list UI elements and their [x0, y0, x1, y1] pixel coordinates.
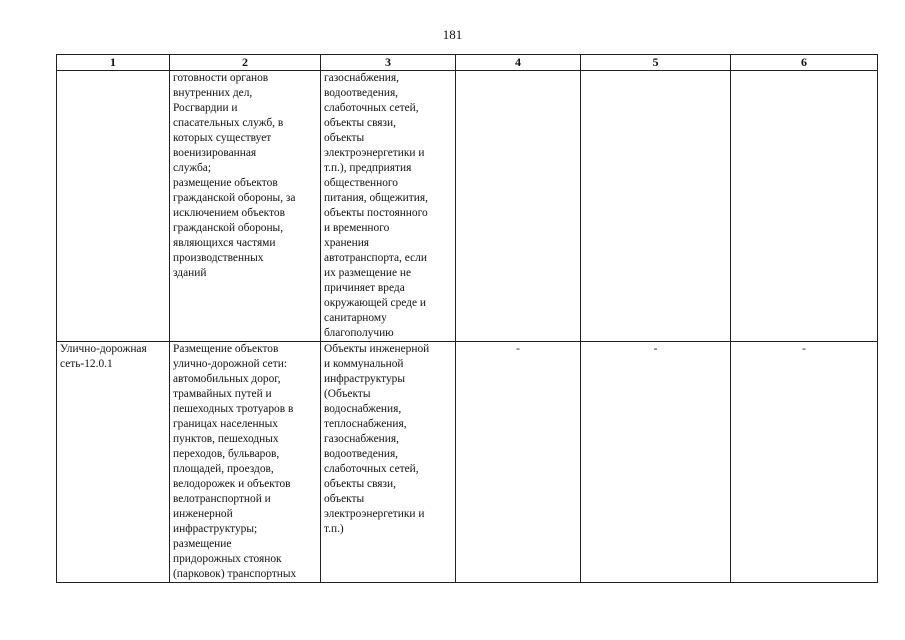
cell-text-line: хранения: [324, 237, 370, 249]
header-col-5: 5: [581, 55, 731, 71]
row1-col1-cell: [57, 71, 170, 342]
row2-col5-cell: -: [581, 342, 731, 583]
cell-text-line: пунктов, пешеходных: [173, 433, 279, 445]
cell-text-line: водоснабжения,: [324, 403, 402, 415]
cell-text-line: Размещение объектов: [173, 343, 279, 355]
table-row: [57, 71, 878, 342]
cell-text-line: которых существует: [173, 132, 272, 144]
cell-text-line: т.п.), предприятия: [324, 162, 412, 174]
cell-text-line: водоотведения,: [324, 448, 399, 460]
cell-text-line: и коммунальной: [324, 358, 404, 370]
cell-text-line: пешеходных тротуаров в: [173, 403, 294, 415]
cell-text-line: водоотведения,: [324, 87, 399, 99]
cell-text-line: производственных: [173, 252, 264, 264]
cell-text-line: переходов, бульваров,: [173, 448, 280, 460]
cell-text-line: гражданской обороны,: [173, 222, 284, 234]
cell-text-line: инфраструктуры: [324, 373, 405, 385]
cell-text-line: и временного: [324, 222, 390, 234]
header-col-6: 6: [731, 55, 878, 71]
cell-text-line: спасательных служб, в: [173, 117, 284, 129]
row2-col2-cell: [170, 342, 321, 583]
cell-text-line: автотранспорта, если: [324, 252, 427, 264]
cell-text-line: велодорожек и объектов: [173, 478, 291, 490]
cell-text-line: окружающей среде и: [324, 297, 426, 309]
cell-text-line: причиняет вреда: [324, 282, 405, 294]
header-col-2: 2: [170, 55, 321, 71]
cell-text-line: объекты: [324, 493, 365, 505]
table-row: [57, 342, 878, 583]
row1-col4-cell: [456, 71, 581, 342]
cell-text-line: велотранспортной и: [173, 493, 271, 505]
header-col-4: 4: [456, 55, 581, 71]
row1-col2-cell: [170, 71, 321, 342]
cell-text-line: санитарному: [324, 312, 387, 324]
table-header-row: [57, 55, 878, 71]
cell-text-line: площадей, проездов,: [173, 463, 274, 475]
row2-col1-cell: [57, 342, 170, 583]
cell-text-line: газоснабжения,: [324, 433, 399, 445]
cell-text-line: сеть-12.0.1: [60, 358, 113, 370]
cell-text-line: объекты связи,: [324, 478, 396, 490]
cell-text-line: объекты связи,: [324, 117, 396, 129]
cell-text-line: теплоснабжения,: [324, 418, 407, 430]
cell-text-line: размещение объектов: [173, 177, 278, 189]
row2-col3-cell: [321, 342, 456, 583]
row1-col3-cell: [321, 71, 456, 342]
cell-text-line: зданий: [173, 267, 207, 279]
cell-text-line: питания, общежития,: [324, 192, 428, 204]
cell-text-line: Росгвардии и: [173, 102, 238, 114]
cell-text-line: служба;: [173, 162, 212, 174]
row1-col5-cell: [581, 71, 731, 342]
cell-text-line: границах населенных: [173, 418, 278, 430]
cell-text-line: военизированная: [173, 147, 257, 159]
cell-text-line: улично-дорожной сети:: [173, 358, 287, 370]
cell-text-line: (парковок) транспортных: [173, 568, 297, 580]
cell-text-line: благополучию: [324, 327, 394, 339]
cell-text-line: слаботочных сетей,: [324, 463, 419, 475]
cell-text-line: объекты постоянного: [324, 207, 428, 219]
cell-text-line: исключением объектов: [173, 207, 285, 219]
cell-text-line: гражданской обороны, за: [173, 192, 296, 204]
cell-text-line: размещение: [173, 538, 232, 550]
cell-text-line: инфраструктуры;: [173, 523, 258, 535]
cell-text-line: т.п.): [324, 523, 344, 535]
row1-col6-cell: [731, 71, 878, 342]
cell-text-line: готовности органов: [173, 72, 269, 84]
land-use-table: [56, 54, 878, 583]
cell-text-line: внутренних дел,: [173, 87, 253, 99]
row2-col4-cell: -: [456, 342, 581, 583]
cell-text-line: Улично-дорожная: [60, 343, 147, 355]
header-col-3: 3: [321, 55, 456, 71]
cell-text-line: придорожных стоянок: [173, 553, 282, 565]
cell-text-line: (Объекты: [324, 388, 371, 400]
cell-text-line: газоснабжения,: [324, 72, 399, 84]
cell-text-line: автомобильных дорог,: [173, 373, 281, 385]
cell-text-line: общественного: [324, 177, 398, 189]
row2-col6-cell: -: [731, 342, 878, 583]
cell-text-line: являющихся частями: [173, 237, 276, 249]
header-col-1: 1: [57, 55, 170, 71]
cell-text-line: трамвайных путей и: [173, 388, 272, 400]
cell-text-line: электроэнергетики и: [324, 147, 425, 159]
cell-text-line: Объекты инженерной: [324, 343, 430, 355]
cell-text-line: их размещение не: [324, 267, 412, 279]
cell-text-line: объекты: [324, 132, 365, 144]
page-number: 181: [442, 27, 463, 42]
cell-text-line: инженерной: [173, 508, 233, 520]
cell-text-line: электроэнергетики и: [324, 508, 425, 520]
cell-text-line: слаботочных сетей,: [324, 102, 419, 114]
